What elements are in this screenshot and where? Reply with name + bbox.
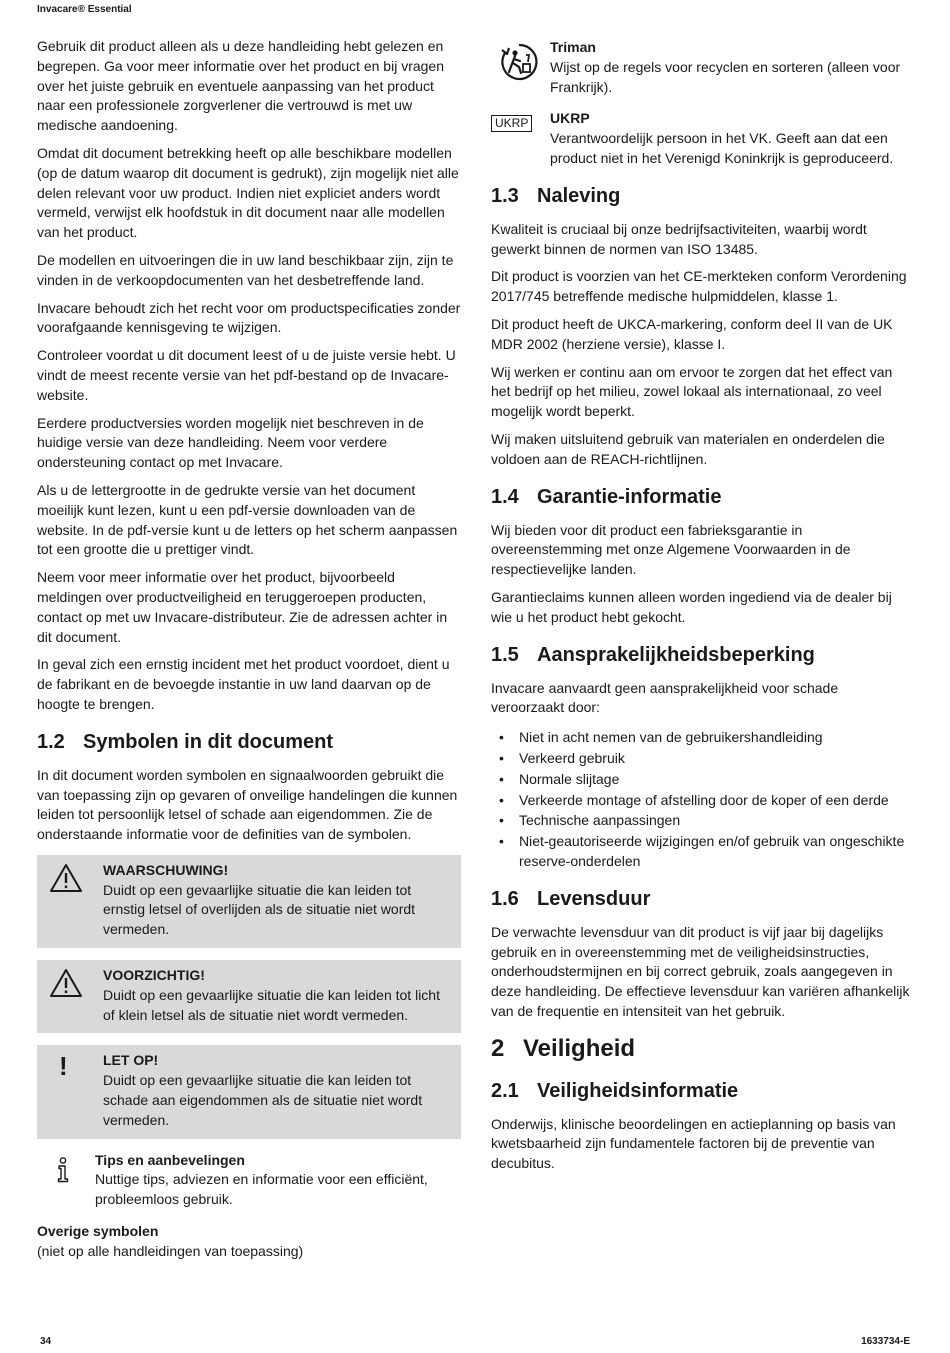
- info-icon: [55, 1157, 71, 1188]
- tip-text: Nuttige tips, adviezen en informatie voor een efficiënt, probleemloos gebruik.: [95, 1171, 428, 1208]
- paragraph: In geval zich een ernstig incident met het product voordoet, dient u de fabrikant en de bevoegde instantie in uw land daarvan op de hoogte te brengen.: [37, 656, 450, 712]
- paragraph: Eerdere productversies worden mogelijk niet beschreven in de huidige versie van deze handleiding. Neem voor verdere ondersteuning contact op met Invacare.: [37, 414, 424, 471]
- section-title: Levensduur: [537, 887, 651, 910]
- paragraph: Wij werken er continu aan om ervoor te zorgen dat het effect van het bedrijf op het milieu, zowel lokaal als internationaal, zo veel mogelijk wordt beperkt.: [491, 363, 893, 420]
- paragraph: De modellen en uitvoeringen die in uw land beschikbaar zijn, zijn te vinden in de verkoopdocumenten van het desbetreffende land.: [37, 251, 454, 288]
- triman-icon: [499, 42, 539, 87]
- section-number: 1.6: [491, 887, 519, 910]
- paragraph: Wij bieden voor dit product een fabrieksgarantie in overeenstemming met onze Algemene Voorwaarden in de respectievelijke landen.: [491, 521, 851, 578]
- left-column: [37, 37, 461, 1262]
- section-heading-1-3: [491, 183, 915, 209]
- list-item: • Niet in acht nemen van de gebruikershandleiding: [491, 728, 915, 748]
- section-title: Naleving: [537, 184, 621, 207]
- paragraph: Dit product heeft de UKCA-markering, conform deel II van de UK MDR 2002 (herziene versie), klasse I.: [491, 315, 893, 352]
- caution-triangle-icon: [49, 968, 83, 1003]
- box-text: Duidt op een gevaarlijke situatie die kan leiden tot licht of klein letsel als de situatie niet wordt vermeden.: [103, 986, 440, 1023]
- warning-triangle-icon: [49, 863, 83, 898]
- paragraph: Invacare behoudt zich het recht voor om productspecificaties zonder voorafgaande kennisgeving te wijzigen.: [37, 299, 461, 336]
- paragraph: In dit document worden symbolen en signaalwoorden gebruikt die van toepassing zijn op gevaren of onveilige handelingen die kunnen leiden tot persoonlijk letsel of schade aan eigendommen. Zie de onderstaande informatie voor de definities van de symbolen.: [37, 766, 458, 843]
- section-heading-2-1: [491, 1078, 915, 1104]
- section-title: Symbolen in dit document: [83, 730, 334, 753]
- paragraph: Invacare aanvaardt geen aansprakelijkheid voor schade veroorzaakt door:: [491, 679, 839, 716]
- document-code: 1633734-E: [861, 1336, 910, 1347]
- box-title: LET OP!: [103, 1052, 159, 1069]
- paragraph: Garantieclaims kunnen alleen worden ingediend via de dealer bij wie u het product hebt gekocht.: [491, 588, 892, 625]
- section-title: Aansprakelijkheidsbeperking: [537, 643, 815, 666]
- page-number: 34: [40, 1336, 52, 1347]
- ukrp-label-icon: UKRP: [491, 115, 532, 132]
- box-text: Duidt op een gevaarlijke situatie die kan leiden tot schade aan eigendommen als de situatie niet wordt vermeden.: [103, 1072, 423, 1128]
- warning-box: [37, 855, 461, 948]
- paragraph: Wij maken uitsluitend gebruik van materialen en onderdelen die voldoen aan de REACH-richtlijnen.: [491, 430, 885, 467]
- section-title: Veiligheidsinformatie: [537, 1079, 739, 1102]
- section-heading-1-5: [491, 642, 915, 668]
- running-header: Invacare® Essential: [37, 4, 132, 15]
- section-number: 1.4: [491, 485, 519, 508]
- tip-title: Tips en aanbevelingen: [95, 1151, 245, 1168]
- paragraph: Omdat dit document betrekking heeft op alle beschikbare modellen (op de datum waarop dit document is gedrukt), zijn mogelijk niet alle delen relevant voor uw product. Indien niet expliciet anders wordt vermeld, verwijst elk hoofdstuk in dit document naar alle modellen van het product.: [37, 144, 459, 241]
- paragraph: Controleer voordat u dit document leest of u de juiste versie hebt. U vindt de meest recente versie van het pdf-bestand op de Invacare-website.: [37, 347, 456, 403]
- list-item: • Technische aanpassingen: [491, 811, 915, 831]
- section-title: Garantie-informatie: [537, 485, 722, 508]
- list-item: • Verkeerde montage of afstelling door de koper of een derde: [491, 791, 915, 811]
- box-text: Duidt op een gevaarlijke situatie die kan leiden tot ernstig letsel of overlijden als de situatie niet wordt vermeden.: [103, 881, 416, 938]
- section-number: 1.2: [37, 730, 65, 753]
- symbol-title: UKRP: [550, 110, 590, 127]
- symbol-title: Triman: [550, 39, 596, 55]
- liability-list: [491, 728, 915, 872]
- list-item: • Verkeerd gebruik: [491, 749, 915, 769]
- section-number: 2.1: [491, 1079, 519, 1102]
- list-item: • Niet-geautoriseerde wijzigingen en/of gebruik van ongeschikte reserve-onderdelen: [491, 832, 915, 872]
- section-number: 1.5: [491, 643, 519, 666]
- paragraph: Kwaliteit is cruciaal bij onze bedrijfsactiviteiten, waarbij wordt gewerkt binnen de normen van ISO 13485.: [491, 220, 867, 257]
- caution-box: [37, 960, 461, 1033]
- section-heading-1-6: [491, 886, 915, 912]
- symbol-text: Wijst op de regels voor recyclen en sorteren (alleen voor Frankrijk).: [550, 58, 901, 95]
- paragraph: Gebruik dit product alleen als u deze handleiding hebt gelezen en begrepen. Ga voor meer informatie over het product en bij vragen over het juiste gebruik en eventuele aanpassing van het product naar een professionele zorgverlener die vertrouwd is met uw medische aandoening.: [37, 38, 445, 134]
- section-heading-1-2: [37, 729, 461, 755]
- paragraph: Onderwijs, klinische beoordelingen en actieplanning op basis van kwetsbaarheid zijn fundamentele factoren bij de preventie van decubitus.: [491, 1115, 896, 1172]
- chapter-heading-2: [491, 1034, 915, 1064]
- ukrp-symbol-row: [491, 109, 915, 168]
- box-title: VOORZICHTIG!: [103, 967, 205, 984]
- paragraph: Dit product is voorzien van het CE-merkteken conform Verordening 2017/745 betreffende medische hulpmiddelen, klasse 1.: [491, 268, 907, 305]
- chapter-number: 2: [491, 1034, 505, 1062]
- other-symbols-subtitle: (niet op alle handleidingen van toepassing): [37, 1242, 304, 1259]
- other-symbols-title: Overige symbolen: [37, 1223, 159, 1240]
- list-item: • Normale slijtage: [491, 770, 915, 790]
- box-title: WAARSCHUWING!: [103, 861, 229, 878]
- section-heading-1-4: [491, 484, 915, 510]
- paragraph: Als u de lettergrootte in de gedrukte versie van het document moeilijk kunt lezen, kunt u een pdf-versie downloaden van de website. In de pdf-versie kunt u de letters op het scherm aanpassen tot een grootte die u prettiger vindt.: [37, 481, 458, 558]
- paragraph: De verwachte levensduur van dit product is vijf jaar bij dagelijks gebruik en in overeenstemming met de veiligheidsinstructies, onderhoudstermijnen en bij correct gebruik, zoals aangegeven in deze handleiding. De effectieve levensduur kan variëren afhankelijk van de frequentie en intensiteit van het gebruik.: [491, 923, 910, 1019]
- symbol-text: Verantwoordelijk persoon in het VK. Geeft aan dat een product niet in het Verenigd Koninkrijk is geproduceerd.: [550, 130, 894, 166]
- notice-box: [37, 1045, 461, 1138]
- section-number: 1.3: [491, 184, 519, 207]
- tips-block: [37, 1151, 461, 1210]
- exclamation-icon: !: [59, 1051, 68, 1082]
- triman-symbol-row: [491, 38, 915, 97]
- right-column: [491, 38, 915, 1182]
- chapter-title: Veiligheid: [523, 1034, 636, 1062]
- paragraph: Neem voor meer informatie over het product, bijvoorbeeld meldingen over productveiligheid en teruggeroepen producten, contact op met uw Invacare-distributeur. Zie de adressen achter in dit document.: [37, 569, 448, 645]
